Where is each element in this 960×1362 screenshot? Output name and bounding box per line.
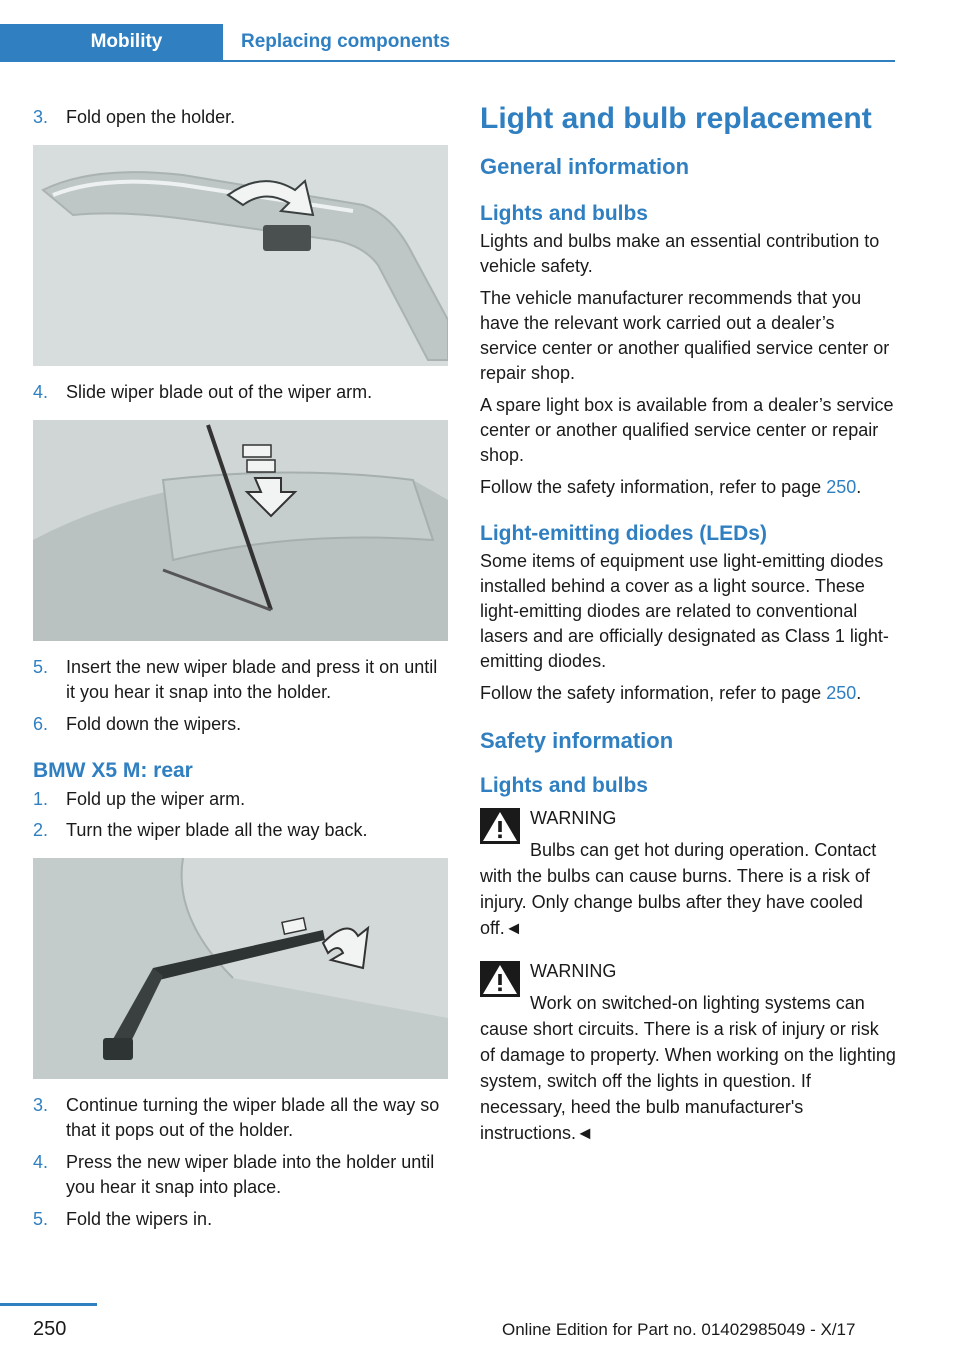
wiper-holder-illustration (33, 145, 448, 366)
edition-footer: Online Edition for Part no. 01402985049 - X/17 (502, 1320, 856, 1339)
ref-text: Follow the safety information, refer to page (480, 683, 827, 703)
rear-heading: BMW X5 M: rear (33, 759, 193, 782)
step-5-front (33, 655, 448, 705)
step-number: 3. (33, 107, 49, 127)
led-heading: Light-emitting diodes (LEDs) (480, 522, 767, 545)
step-number: 1. (33, 789, 49, 809)
warning-triangle-icon (480, 961, 520, 997)
ref-suffix: . (856, 683, 862, 703)
step-number: 4. (33, 1152, 49, 1172)
page-number: 250 (33, 1318, 67, 1340)
step-text: Fold open the holder. (66, 107, 236, 127)
step-1-rear (33, 787, 448, 812)
tab-mobility[interactable]: Mobility (0, 24, 223, 60)
right-column (480, 100, 896, 1146)
lights-paragraph-1: Lights and bulbs make an essential contribution to vehicle safety. (480, 231, 880, 276)
step-text: Fold the wipers in. (66, 1209, 213, 1229)
ref-suffix: . (856, 477, 862, 497)
page-link-250[interactable]: 250 (826, 477, 857, 497)
figure-rear-wiper (33, 858, 448, 1079)
figure-fold-open-holder (33, 145, 448, 366)
page-link-250[interactable]: 250 (826, 683, 857, 703)
warning-triangle-icon (480, 808, 520, 844)
lights-paragraph-4 (480, 475, 896, 500)
step-text: Fold down the wipers. (66, 714, 242, 734)
step-text: Fold up the wiper arm. (66, 789, 246, 809)
led-paragraph-1: Some items of equipment use light-emitting diodes installed behind a cover as a light source. These light-emitting diodes are related to conventional lasers and are officially designated as Class 1 light-emitting diodes. (480, 551, 889, 671)
step-6-front (33, 712, 448, 737)
step-2-rear (33, 818, 448, 843)
warning-block-1 (480, 806, 896, 941)
tab-replacing-components[interactable]: Replacing components (241, 31, 451, 52)
step-4-front (33, 380, 448, 405)
general-heading: General information (480, 154, 690, 179)
step-text: Press the new wiper blade into the holder until you hear it snap into place. (66, 1152, 435, 1197)
step-5-rear (33, 1207, 448, 1232)
step-number: 6. (33, 714, 49, 734)
step-number: 3. (33, 1095, 49, 1115)
chapter-header (0, 24, 895, 62)
step-text: Turn the wiper blade all the way back. (66, 820, 368, 840)
led-paragraph-2 (480, 681, 896, 706)
section-title: Light and bulb replacement (480, 102, 872, 135)
step-number: 5. (33, 1209, 49, 1229)
warning-title: WARNING (530, 961, 617, 981)
lights-heading: Lights and bulbs (480, 202, 648, 225)
lights-paragraph-2: The vehicle manufacturer recommends that you have the relevant work carried out a dealer’s service center or another qualified service center or repair shop. (480, 288, 890, 383)
step-text: Slide wiper blade out of the wiper arm. (66, 382, 373, 402)
warning-title: WARNING (530, 808, 617, 828)
step-3-rear (33, 1093, 448, 1143)
step-number: 5. (33, 657, 49, 677)
warning-body: Work on switched-on lighting systems can cause short circuits. There is a risk of injury or risk of damage to property. When working on the lighting system, switch off the lights in question. If necessary, heed the bulb manufacturer's instructions.◄ (480, 993, 896, 1143)
warning-body: Bulbs can get hot during operation. Contact with the bulbs can cause burns. There is a risk of injury. Only change bulbs after they have cooled off.◄ (480, 840, 877, 938)
warning-block-2 (480, 959, 896, 1146)
lights-paragraph-3: A spare light box is available from a dealer’s service center or another qualified service center or repair shop. (480, 395, 894, 465)
step-text: Insert the new wiper blade and press it on until it you hear it snap into the holder. (66, 657, 438, 702)
step-3-front (33, 105, 448, 130)
windshield-illustration (33, 420, 448, 641)
page-number-rule (0, 1303, 97, 1306)
step-number: 2. (33, 820, 49, 840)
step-4-rear (33, 1150, 448, 1200)
step-text: Continue turning the wiper blade all the way so that it pops out of the holder. (66, 1095, 440, 1140)
figure-slide-out-blade (33, 420, 448, 641)
step-number: 4. (33, 382, 49, 402)
ref-text: Follow the safety information, refer to page (480, 477, 827, 497)
safety-heading: Safety information (480, 728, 674, 753)
safety-subheading: Lights and bulbs (480, 774, 648, 797)
rear-wiper-illustration (33, 858, 448, 1079)
left-column (33, 100, 448, 1232)
